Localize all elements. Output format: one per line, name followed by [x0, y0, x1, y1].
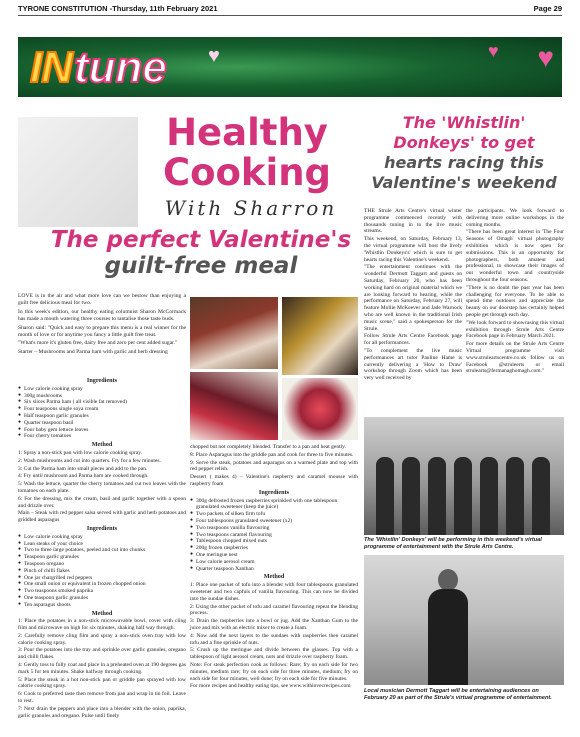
list-item: ● 300g defrosted frozen raspberries sprinkled with one tablespoon granulated sweetener (keep the juice) [190, 498, 358, 512]
list-item: ● Low calorie cooking spray [18, 386, 186, 393]
band-member-silhouette [532, 457, 550, 535]
method-step: 4: Gently toss to fully coat and place in a preheated oven at 190 degrees gas mark 5 for ten minutes. Shake halfway through cooking. [18, 662, 186, 675]
recipe-headline [36, 227, 366, 279]
recipe-column-2 [190, 444, 358, 691]
title-line: Healthy [166, 111, 328, 154]
method-step: 4: Fry until mushroom and Parma ham are cooked through. [18, 473, 149, 480]
heart-icon: ♥ [488, 41, 499, 61]
musician-body [428, 589, 468, 685]
column-byline: With Sharron [164, 196, 338, 220]
method-step: 6: Cook to preferred taste then remove from pan and wrap in tin foil. Leave to rest. [18, 691, 186, 705]
band-member-silhouette [454, 457, 472, 535]
method-step: For more recipes and healthy eating tips, see www.withlovecrecipes.com [190, 683, 351, 690]
list-item: ● Pinch of chilli flakes [18, 568, 186, 575]
method-step: 8: Place Asparagus into the griddle pan and cook for three to five minutes. [190, 451, 354, 458]
method-step: 2: Carefully remove cling film and spray a non-stick oven tray with low calorie cooking spray. [18, 632, 186, 646]
heart-icon: ♥ [208, 45, 220, 67]
recipe-intro [18, 293, 186, 358]
musician-head [438, 569, 458, 591]
headline-line: The perfect Valentine's [50, 227, 352, 253]
method-step: Note: For steak perfection cook as follows: Rare; fry on each side for two minutes, medium rare; fry on each side for three minutes, medium; fry on each side for four minutes, well done; fry on each side for five minutes. [190, 661, 358, 682]
band-member-silhouette [480, 457, 498, 535]
list-item: ● Low calorie aerosol cream [190, 559, 358, 566]
paragraph: Sharon said: "Quick and easy to prepare this menu is a real winner for the month of love or for anytime you fancy a little guilt free treat. [18, 324, 186, 338]
band-member-silhouette [428, 457, 446, 535]
method-step: 3: Pour the potatoes into the tray and sprinkle over garlic granules, oregano and chilli flakes. [18, 647, 186, 661]
list-item: ● One jar chargrilled red peppers [18, 575, 186, 582]
list-item: ● One teaspoon garlic granules [18, 595, 186, 602]
ingredients-list [190, 498, 358, 573]
method-step: 3: Drain the raspberries into a bowl or jug. Add the Xanthan Gum to the juice and mix with an electric mixer to create a foam. [190, 618, 358, 631]
title-line: Cooking [162, 151, 332, 194]
list-item: ● Four tablespoons granulated sweetener (x2) [190, 518, 358, 525]
list-item: ● Two to three large potatoes, peeled and cut into chunks [18, 547, 186, 554]
donkeys-column-1 [364, 208, 462, 383]
band-photo [364, 417, 564, 535]
headline-line: The 'Whistlin' [402, 113, 526, 132]
list-item: ● Half teaspoon garlic granules [18, 413, 186, 420]
header-divider [18, 15, 562, 16]
donkeys-headline [364, 113, 564, 193]
paragraph: "The entertainment continues with the wonderful Dermott Taggart and guests on Saturday, February 20, who has been working hard on original material which we are looking forward to hearing, while the performance on Saturday, February 27, will feature Mollie McKeever and Jade Warnock who are well known in the traditional Irish music scene," said a spokesperson for the Strule. [364, 264, 462, 332]
paragraph: "What's more it's gluten free, dairy free and zero per cent added sugar." [18, 340, 178, 347]
band-member-silhouette [376, 457, 394, 535]
dessert-photo [282, 378, 358, 440]
paragraph: Starter – Mushrooms and Parma ham with garlic and herb dressing [18, 349, 168, 356]
method-step: 7: Next drain the peppers and place into a blender with the onion, paprika, garlic granules and oregano. Pulse until finely [18, 705, 186, 719]
starter-photo [190, 297, 278, 369]
method-step: 1: Spray a non-stick pan with low calorie cooking spray. [18, 449, 142, 456]
paragraph: "To complement the live music performances art tutor Pauline Hame is currently delivering a 'How to Draw' workshop through Zoom which has been very well received by [364, 347, 462, 382]
intune-logo [30, 44, 167, 92]
paragraph: LOVE is in the air and what more love can we bestow than enjoying a guilt free delicious meal for two. [18, 293, 186, 306]
method-step: 5: Crush up the meringue and divide between the glasses. Top with a tablespoon of light aerosol cream, nuts and drizzle over raspberry foam. [190, 647, 358, 661]
list-item: ● 300g mushrooms [18, 393, 186, 400]
logo-tune: tune [74, 43, 167, 92]
main-course-photo [282, 297, 358, 375]
list-item: ● Four baby gem lettuce leaves [18, 427, 186, 434]
ingredients-heading: Ingredients [86, 377, 118, 384]
list-item: ● Two teaspoons smoked paprika [18, 588, 186, 595]
method-step: 6: For the dressing, mix the cream, basil and garlic together with a spoon and drizzle over. [18, 495, 186, 509]
paragraph: "There is no doubt the past year has been challenging for everyone. To be able to spend time outdoors and appreciate the beauty on our doorstep has certainly helped people get through each day. [466, 284, 564, 318]
headline-line: hearts racing this [384, 153, 544, 172]
headline-line: guilt-free meal [104, 253, 298, 279]
list-item: ● 200g frozen raspberries [190, 545, 358, 552]
method-step: 2: Using the other packet of tofu and caramel flavouring repeat the blending process. [190, 603, 358, 617]
ingredients-heading: Ingredients [258, 488, 290, 496]
method-step: 3: Cut the Parma ham into small pieces and add to the pan. [18, 465, 148, 472]
method-step: chopped but not completely blended. Transfer to a pan and heat gently. [190, 444, 346, 450]
list-item: ● Tablespoon chopped mixed nuts [190, 538, 358, 545]
ingredients-list [18, 534, 186, 609]
heart-icon: ♥ [537, 43, 554, 74]
paragraph: For more details on the Strule Arts Centre Virtual programme visit www.struleartscentre.co.uk follow us on Facebook @struleerts or email strulearts@fermanaghomagh.com." [466, 341, 564, 375]
method-step: 9: Serve the steak, potatoes and asparagus on a warmed plate and top with red pepper relish. [190, 459, 358, 473]
paragraph: "We look forward to showcasing this virtual exhibition through Strule Arts Centre Facebook page in February March 2021. [466, 319, 564, 340]
list-item: ● Four teaspoons single soya cream [18, 406, 186, 413]
method-step: 4: Now add the next layers to the sundaes with raspberries then caramel tofu and a fine sprinkle of nuts. [190, 632, 358, 646]
method-step: 1: Place the potatoes in a non-stick microwavable bowl, cover with cling film and microwave on high for six minutes, shaking half way through. [18, 618, 186, 632]
logo-in: IN [30, 43, 72, 92]
ingredients-heading: Ingredients [86, 524, 118, 532]
recipe-column-1 [18, 376, 186, 720]
paragraph: "There has been great interest in 'The Four Seasons of Omagh' virtual photography exhibition which is now open for submissions. This is an opportunity for photographers, both amateur and professional, to showcase their images of our wonderful town and countryside throughout the four seasons. [466, 229, 564, 283]
headline-line: Donkeys' to get [393, 133, 535, 152]
list-item: ● Lean steaks of your choice [18, 541, 186, 548]
list-item: ● Ten asparagus shoots [18, 602, 186, 609]
paragraph: the participants. We look forward to delivering more online workshops in the coming months. [466, 208, 564, 228]
method-heading: Method [91, 609, 113, 617]
list-item: ● Quarter teaspoon basil [18, 420, 186, 427]
publication-date: TYRONE CONSTITUTION -Thursday, 11th February 2021 [18, 4, 218, 13]
paragraph: Follow Strule Arts Centre Facebook page for all performances. [364, 333, 462, 347]
method-step: 5: Place the steak in a hot non-stick pan or griddle pan sprayed with low calorie cooking spray. [18, 676, 186, 690]
band-member-silhouette [402, 457, 420, 535]
list-item: ● Low calorie cooking spray [18, 534, 186, 541]
method-heading: Method [263, 573, 285, 581]
paragraph: In this week's edition, our healthy eating columnist Sharon McCormack has made a mouth watering three courses to tantalise those taste buds. [18, 308, 186, 322]
musician-photo [364, 555, 564, 685]
musician-photo-caption: Local musician Dermott Taggart will be entertaining audiences on February 20 as part of the Strule's virtual programme of entertainment. [364, 688, 552, 701]
list-item: ● Six slices Parma ham ( all visible fat removed) [18, 399, 186, 406]
list-item: ● Two teaspoons caramel flavouring [190, 532, 358, 539]
page-number: Page 29 [533, 4, 562, 13]
list-item: ● Two teaspoons vanilla flavouring [190, 525, 358, 532]
method-step: Dessert ( makes 4) – Valentine's raspberry and caramel mousse with raspberry foam [190, 474, 358, 487]
method-step: 2: Wash mushrooms and cut into quarters. Fry for a few minutes. [18, 457, 161, 464]
band-photo-caption: The 'Whistlin' Donkeys' will be performing in this weekend's virtual programme of entertainment with the Strule Arts Centre. [364, 537, 542, 550]
band-member-silhouette [506, 457, 524, 535]
paragraph: THE Strule Arts Centre's virtual winter programme commenced recently with thousands tuning in to the live music streams. [364, 208, 462, 235]
plated-steak-photo [190, 372, 278, 440]
method-step: 1: Place one packet of tofu into a blender with four tablespoons granulated sweetener and two capfuls of vanilla flavouring. This can now be divided into the sundae dishes. [190, 582, 358, 602]
list-item: ● One meringue nest [190, 552, 358, 559]
feature-photo [18, 117, 138, 227]
list-item: ● Two packets of silken firm tofu [190, 511, 358, 518]
donkeys-column-2 [466, 208, 564, 376]
list-item: ● Teaspoon garlic granules [18, 554, 186, 561]
ingredients-list [18, 386, 186, 440]
list-item: ● Four cherry tomatoes [18, 433, 186, 440]
healthy-cooking-title [142, 113, 352, 193]
method-step: 5: Wash the lettuce, quarter the cherry tomatoes and cut two leaves with the tomatoes on each plate. [18, 481, 186, 494]
list-item: ● Quarter teaspoon Xanthan [190, 566, 358, 573]
paragraph: This weekend, on Saturday, February 13, the virtual programme will host the lively 'Whistlin Donkeys's' which is sure to get hearts racing this Valentine's weekend. [364, 236, 462, 263]
headline-line: Valentine's weekend [371, 173, 557, 192]
list-item: ● Teaspoon oregano [18, 561, 186, 568]
method-heading: Method [91, 441, 113, 449]
method-step: Main – Steak with red pepper salsa served with garlic and herb potatoes and griddled asparagus [18, 510, 186, 524]
list-item: ● One small onion or equivalent in frozen chopped onion [18, 581, 186, 588]
